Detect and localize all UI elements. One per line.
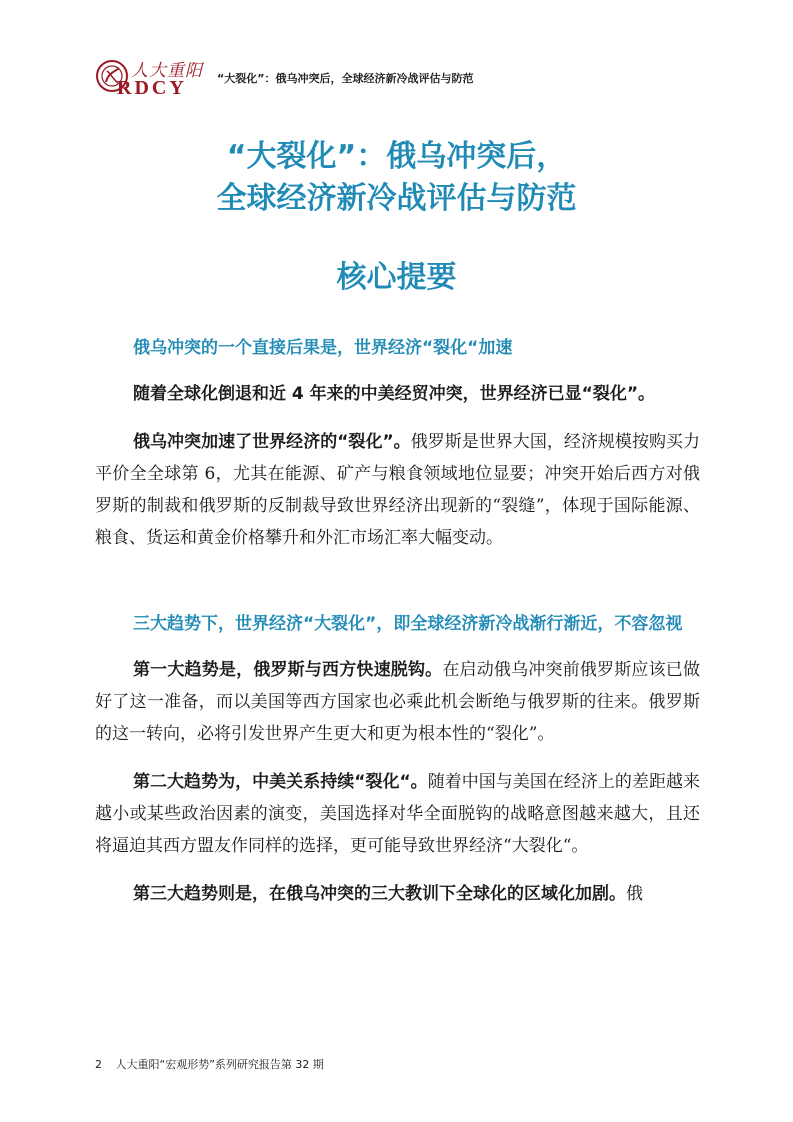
report-title-line-2: 全球经济新冷战评估与防范: [216, 181, 577, 216]
paragraph-2-lead: 俄乌冲突加速了世界经济的“裂化”。: [133, 432, 411, 452]
series-label: 人大重阳“宏观形势”系列研究报告第 32 期: [115, 1058, 324, 1071]
document-body: [95, 332, 700, 910]
page-number: 2: [95, 1058, 102, 1071]
paragraph-5-body: 俄: [626, 884, 643, 904]
paragraph-3: [95, 654, 700, 750]
section-heading-2: 三大趋势下，世界经济“大裂化”，即全球经济新冷战渐行渐近，不容忽视: [133, 614, 683, 634]
rdcy-logo: [95, 55, 205, 101]
paragraph-2: [95, 426, 700, 554]
paragraph-4: [95, 766, 700, 862]
report-title-line-1: “大裂化”：俄乌冲突后，: [226, 139, 567, 174]
paragraph-5: [95, 878, 700, 910]
paragraph-5-lead: 第三大趋势则是，在俄乌冲突的三大教训下全球化的区域化加剧。: [133, 884, 626, 904]
paragraph-4-body: 随着中国与美国在经济上的差距越来越小或某些政治因素的演变，美国选择对华全面脱钩的战略意图越来越大，且还将逼迫其西方盟友作同样的选择，更可能导致世界经济“大裂化“。: [95, 772, 700, 856]
logo-chinese-text: 人大重阳: [131, 61, 203, 81]
paragraph-3-body: 在启动俄乌冲突前俄罗斯应该已做好了这一准备，而以美国等西方国家也必乘此机会断绝与俄罗斯的往来。俄罗斯的这一转向，必将引发世界产生更大和更为根本性的“裂化”。: [95, 660, 700, 744]
page-footer: [95, 1056, 324, 1072]
paragraph-4-lead: 第二大趋势为，中美关系持续“裂化“。: [133, 772, 428, 792]
paragraph-2-body: 俄罗斯是世界大国，经济规模按购买力平价全全球第 6，尤其在能源、矿产与粮食领域地位显要；冲突开始后西方对俄罗斯的制裁和俄罗斯的反制裁导致世界经济出现新的“裂缝”，体现于国际能源、粮食、货运和黄金价格攀升和外汇市场汇率大幅变动。: [95, 432, 700, 548]
paragraph-1: 随着全球化倒退和近 4 年来的中美经贸冲突，世界经济已显“裂化”。: [133, 384, 656, 404]
running-title: “大裂化”：俄乌冲突后，全球经济新冷战评估与防范: [217, 72, 474, 85]
section-heading-1: 俄乌冲突的一个直接后果是，世界经济“裂化“加速: [133, 338, 513, 358]
logo-english-text: RDCY: [117, 77, 187, 99]
page-header: [95, 55, 715, 105]
paragraph-3-lead: 第一大趋势是，俄罗斯与西方快速脱钩。: [133, 660, 443, 680]
section-subtitle: 核心提要: [336, 260, 457, 295]
